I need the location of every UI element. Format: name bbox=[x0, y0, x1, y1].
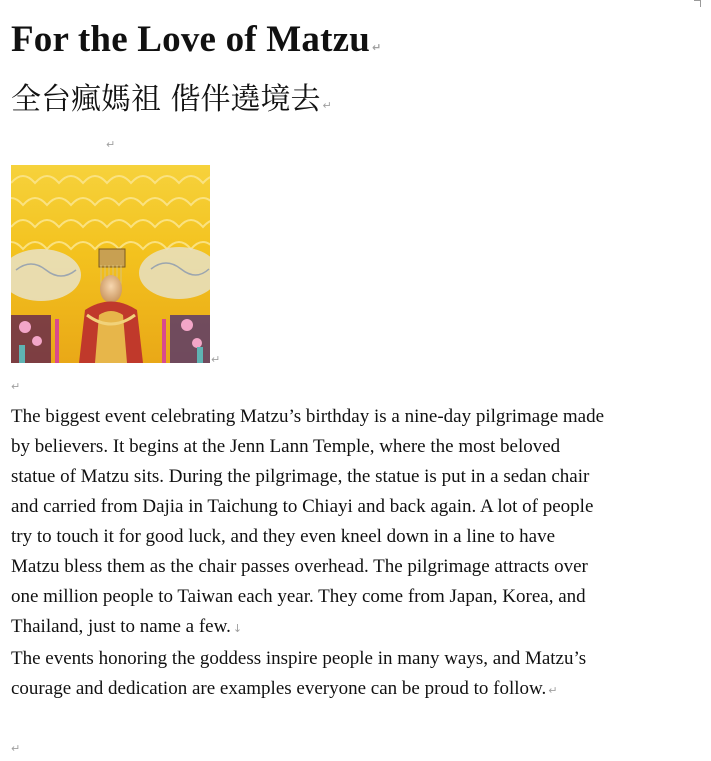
matzu-statue-image[interactable] bbox=[11, 165, 210, 363]
empty-paragraph-mark-icon: ↵ bbox=[11, 742, 21, 755]
document-subtitle[interactable] bbox=[11, 80, 332, 126]
text-line-last bbox=[11, 674, 701, 706]
paragraph-1 bbox=[11, 402, 701, 644]
empty-paragraph-mark-icon: ↵ bbox=[11, 380, 21, 393]
paragraph-mark-icon: ↵ bbox=[548, 684, 558, 697]
text-line-content: courage and dedication are examples everyone can be proud to follow. bbox=[11, 678, 547, 699]
body-text[interactable] bbox=[11, 402, 701, 706]
document-title[interactable] bbox=[11, 18, 381, 70]
subtitle-text: 全台瘋媽祖 偕伴遶境去 bbox=[11, 82, 321, 117]
text-line: The biggest event celebrating Matzu’s birthday is a nine-day pilgrimage made bbox=[11, 406, 605, 427]
paragraph-mark-icon: ↵ bbox=[372, 41, 382, 54]
text-line: one million people to Taiwan each year. They come from Japan, Korea, and bbox=[11, 586, 586, 607]
text-line: by believers. It begins at the Jenn Lann Temple, where the most beloved bbox=[11, 436, 561, 457]
image-paragraph-mark-icon: ↵ bbox=[211, 353, 221, 366]
matzu-statue-picture bbox=[11, 165, 210, 363]
text-line: and carried from Dajia in Taichung to Chiayi and back again. A lot of people bbox=[11, 496, 594, 517]
text-line-last bbox=[11, 612, 701, 644]
title-text: For the Love of Matzu bbox=[11, 19, 371, 60]
line-break-mark-icon: ↓ bbox=[232, 622, 243, 635]
paragraph-2 bbox=[11, 644, 701, 706]
text-line: try to touch it for good luck, and they even kneel down in a line to have bbox=[11, 526, 555, 547]
text-line: statue of Matzu sits. During the pilgrimage, the statue is put in a sedan chair bbox=[11, 466, 590, 487]
empty-paragraph-mark-icon: ↵ bbox=[106, 138, 116, 151]
text-line-content: Thailand, just to name a few. bbox=[11, 616, 231, 637]
page-corner-mark bbox=[694, 0, 701, 7]
text-line: The events honoring the goddess inspire people in many ways, and Matzu’s bbox=[11, 648, 587, 669]
paragraph-mark-icon: ↵ bbox=[322, 99, 332, 112]
text-line: Matzu bless them as the chair passes overhead. The pilgrimage attracts over bbox=[11, 556, 588, 577]
